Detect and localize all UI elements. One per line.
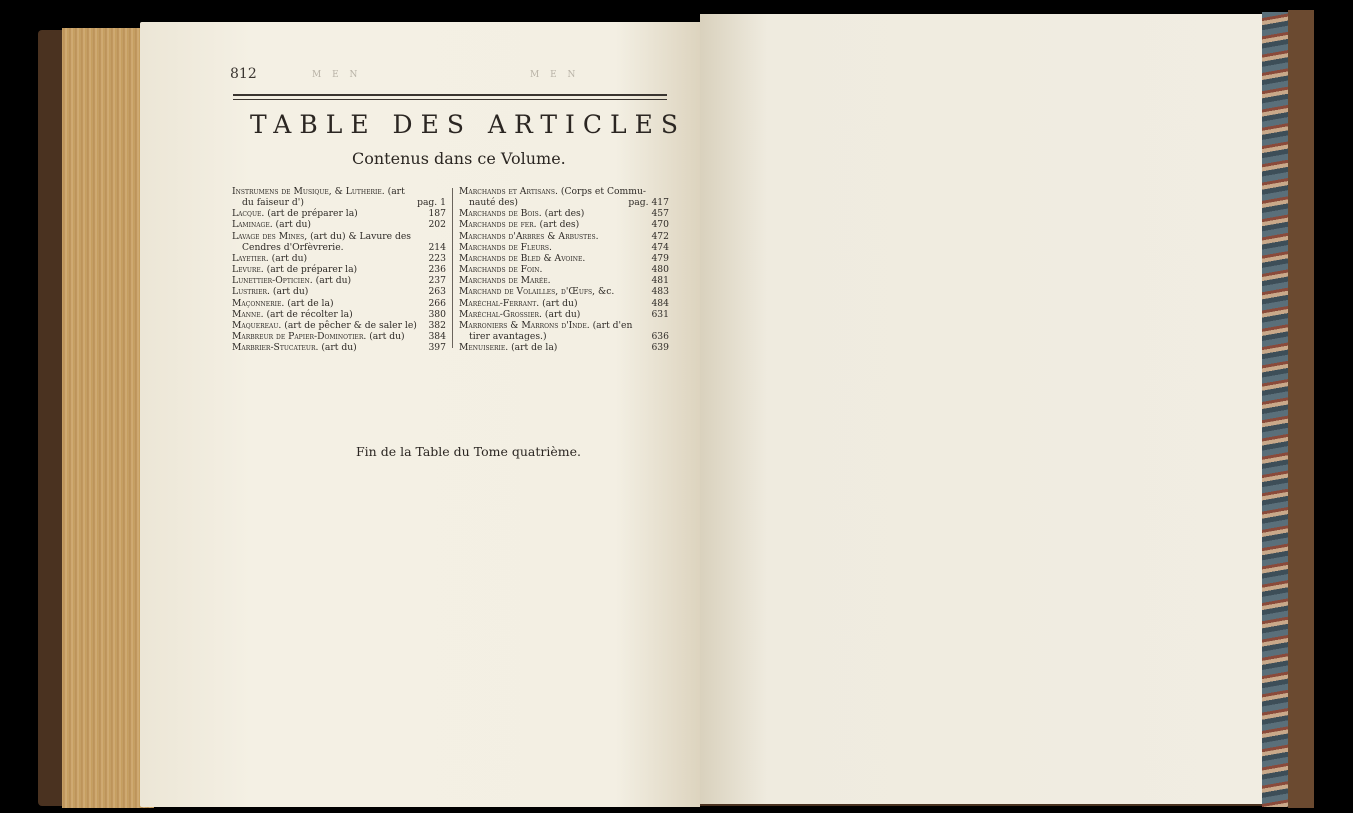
entry-description: (art d'en	[592, 319, 633, 331]
running-head-right: M E N	[530, 70, 580, 80]
entry-page: 397	[428, 342, 446, 354]
index-entry	[232, 275, 446, 286]
entry-page: pag. 1	[417, 197, 446, 209]
running-head-left: M E N	[312, 70, 362, 80]
index-entry	[459, 231, 669, 242]
index-entry	[459, 197, 669, 208]
index-entry	[232, 342, 446, 353]
marbled-edge	[1262, 12, 1290, 807]
index-column-right	[459, 186, 669, 353]
index-entry	[232, 253, 446, 264]
entry-page: 480	[651, 264, 669, 276]
entry-page: 382	[428, 319, 446, 331]
entry-page: 474	[651, 241, 669, 253]
entry-name: Marchands de Fleurs.	[459, 241, 552, 253]
header-rule	[233, 94, 667, 100]
index-entry	[232, 219, 446, 230]
entry-description: (art du)	[321, 342, 357, 354]
entry-description: (art des)	[539, 219, 580, 231]
index-entry	[459, 286, 669, 297]
entry-name: Maréchal-Ferrant.	[459, 297, 540, 309]
entry-name: Laminage.	[232, 219, 273, 231]
entry-description: &c.	[598, 286, 615, 298]
index-entry	[459, 242, 669, 253]
index-entry	[232, 309, 446, 320]
entry-description: (art	[387, 186, 405, 197]
entry-description: (art de préparer la)	[266, 264, 358, 276]
entry-name: Menuiserie.	[459, 342, 509, 354]
entry-page: 380	[428, 308, 446, 320]
entry-page: 483	[651, 286, 669, 298]
entry-page: 266	[428, 297, 446, 309]
entry-description: (art de la)	[287, 297, 334, 309]
entry-description: (art de la)	[511, 342, 558, 354]
entry-name: Lavage des Mines,	[232, 230, 308, 242]
index-entry	[232, 298, 446, 309]
index-entry	[459, 253, 669, 264]
index-entry	[459, 342, 669, 353]
entry-name: Marbreur de Papier-Dominotier.	[232, 331, 367, 343]
entry-page: 639	[651, 342, 669, 354]
back-cover	[1288, 10, 1314, 808]
index-entry	[459, 264, 669, 275]
entry-name: Layetier.	[232, 252, 269, 264]
entry-name: Maquereau.	[232, 319, 282, 331]
entry-name: Marchands et Artisans.	[459, 186, 558, 197]
index-entry	[459, 219, 669, 230]
entry-page: 187	[428, 208, 446, 220]
entry-name: Marchands de Bois.	[459, 208, 542, 220]
entry-description: (art de pêcher & de saler le)	[284, 319, 417, 331]
entry-name: Marbrier-Stucateur.	[232, 342, 319, 354]
index-entry	[459, 298, 669, 309]
entry-description: du faiseur d')	[242, 197, 304, 209]
entry-description: (art du)	[315, 275, 352, 287]
entry-page: pag. 417	[628, 197, 669, 209]
index-entry	[459, 275, 669, 286]
index-entry	[232, 208, 446, 219]
entry-name: Marroniers & Marrons d'Inde.	[459, 319, 590, 331]
index-entry	[459, 331, 669, 342]
entry-name: Marchands de fer.	[459, 219, 537, 231]
index-entry	[459, 186, 669, 197]
entry-description: (art du)	[275, 219, 311, 231]
entry-page: 484	[651, 297, 669, 309]
entry-name: Levure.	[232, 264, 264, 276]
entry-page: 481	[651, 275, 669, 287]
entry-page: 631	[651, 308, 669, 320]
entry-name: Lustrier.	[232, 286, 270, 298]
index-entry	[232, 242, 446, 253]
entry-name: Lunettier-Opticien.	[232, 275, 313, 287]
entry-description: (art du)	[272, 286, 309, 298]
index-entry	[232, 186, 446, 197]
entry-page: 384	[428, 331, 446, 343]
entry-name: Marchands de Bled & Avoine.	[459, 252, 586, 264]
entry-description: nauté des)	[469, 197, 518, 209]
entry-name: Marchands de Foin.	[459, 264, 543, 276]
index-entry	[459, 320, 669, 331]
index-entry	[232, 197, 446, 208]
entry-description: (art du)	[542, 297, 578, 309]
page-subtitle: Contenus dans ce Volume.	[352, 149, 566, 168]
entry-page: 236	[428, 264, 446, 276]
left-page	[140, 22, 700, 807]
entry-name: Manne.	[232, 308, 264, 320]
page-number: 812	[230, 66, 257, 82]
index-entry	[232, 286, 446, 297]
entry-name: Marchand de Volailles, d'Œufs,	[459, 286, 596, 298]
entry-page: 237	[428, 275, 446, 287]
entry-page: 457	[651, 208, 669, 220]
entry-page: 263	[428, 286, 446, 298]
entry-description: (art de préparer la)	[267, 208, 358, 220]
column-divider	[452, 188, 453, 348]
entry-page: 636	[651, 331, 669, 343]
entry-page: 472	[651, 230, 669, 242]
entry-page: 223	[428, 252, 446, 264]
entry-name: Maréchal-Grossier.	[459, 308, 542, 320]
entry-description: (art du)	[271, 252, 308, 264]
entry-description: Cendres d'Orfèvrerie.	[242, 241, 344, 253]
entry-name: Lacque.	[232, 208, 265, 220]
index-entry	[232, 331, 446, 342]
entry-page: 479	[651, 252, 669, 264]
right-page-blank	[700, 14, 1262, 804]
entry-description: (art des)	[544, 208, 585, 220]
entry-description: (art du)	[369, 331, 405, 343]
entry-description: (art du) & Lavure des	[310, 230, 412, 242]
index-entry	[232, 320, 446, 331]
index-entry	[232, 264, 446, 275]
entry-name: Instrumens de Musique, & Lutherie.	[232, 186, 385, 197]
entry-name: Maçonnerie.	[232, 297, 285, 309]
entry-description: (Corps et Commu-	[560, 186, 646, 197]
entry-description: (art du)	[544, 308, 581, 320]
entry-description: (art de récolter la)	[266, 308, 353, 320]
index-entry	[459, 309, 669, 320]
index-entry	[459, 208, 669, 219]
entry-page: 202	[428, 219, 446, 231]
entry-page: 214	[428, 241, 446, 253]
page-title: TABLE DES ARTICLES	[250, 110, 686, 139]
index-entry	[232, 231, 446, 242]
entry-name: Marchands de Marée.	[459, 275, 551, 287]
index-column-left	[232, 186, 446, 353]
entry-name: Marchands d'Arbres & Arbustes.	[459, 230, 599, 242]
finis-line: Fin de la Table du Tome quatrième.	[356, 444, 581, 459]
entry-description: tirer avantages.)	[469, 331, 547, 343]
entry-page: 470	[651, 219, 669, 231]
